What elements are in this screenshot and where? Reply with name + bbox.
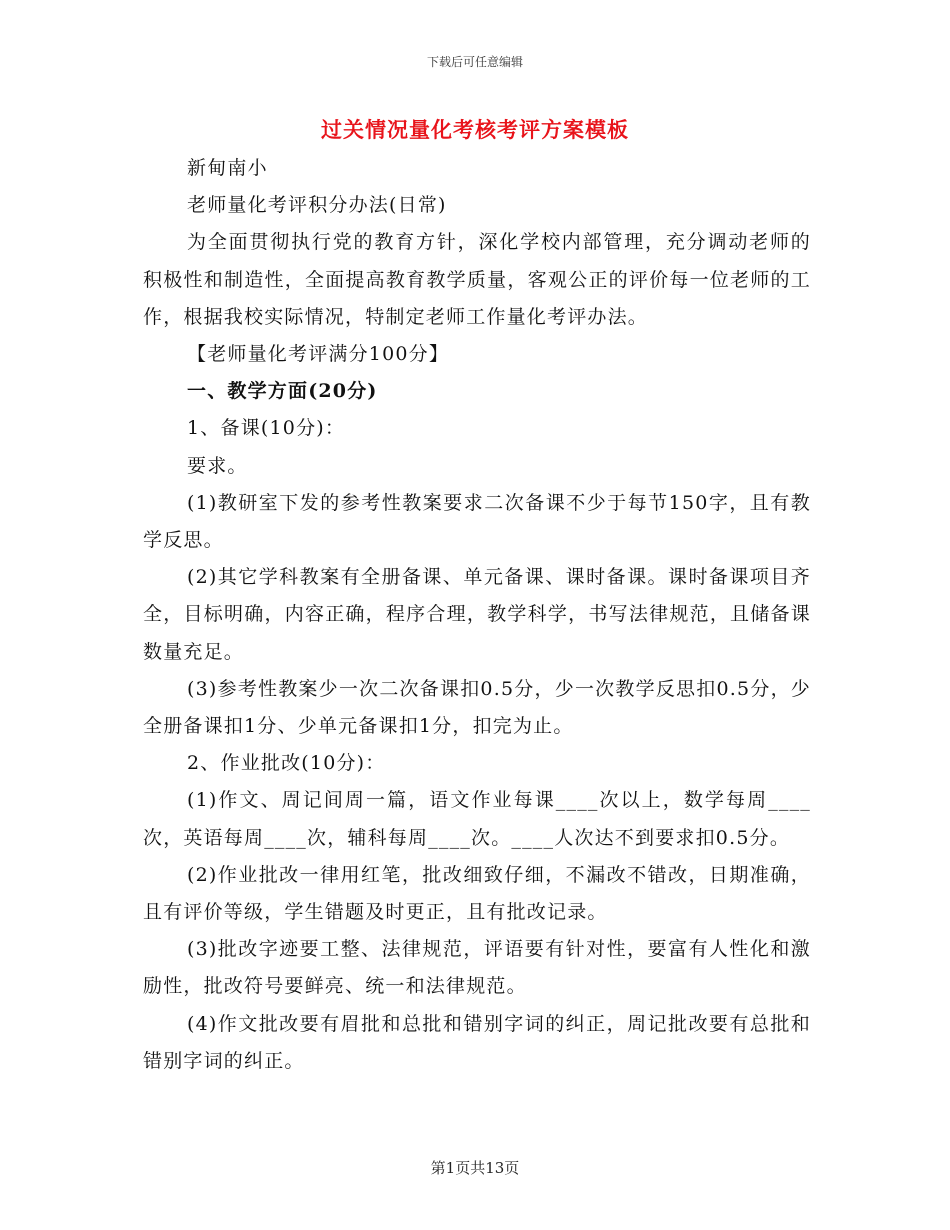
page-header: 下载后可任意编辑	[426, 55, 523, 69]
list-item: (3)批改字迹要工整、法律规范，评语要有针对性，要富有人性化和激励性，批改符号要鲜亮、统一和法律规范。	[143, 938, 811, 998]
subsection-heading: 2、作业批改(10分)：	[187, 752, 386, 775]
subtitle: 老师量化考评积分办法(日常)	[187, 194, 447, 217]
section-heading: 一、教学方面(20分)	[187, 380, 378, 403]
intro-paragraph: 为全面贯彻执行党的教育方针，深化学校内部管理，充分调动老师的积极性和制造性，全面提高教育教学质量，客观公正的评价每一位老师的工作，根据我校实际情况，特制定老师工作量化考评办法。	[143, 231, 811, 328]
requirements-label: 要求。	[187, 454, 248, 477]
page-footer: 第1页共13页	[430, 1159, 520, 1177]
document-title: 过关情况量化考核考评方案模板	[321, 117, 629, 142]
list-item: (3)参考性教案少一次二次备课扣0.5分，少一次教学反思扣0.5分，少全册备课扣1分、少单元备课扣1分，扣完为止。	[143, 677, 811, 738]
list-item: (2)其它学科教案有全册备课、单元备课、课时备课。课时备课项目齐全，目标明确，内容正确，程序合理，教学科学，书写法律规范，且储备课数量充足。	[143, 566, 811, 663]
list-item: (1)教研室下发的参考性教案要求二次备课不少于每节150字，且有教学反思。	[143, 491, 811, 552]
list-item: (2)作业批改一律用红笔，批改细致仔细，不漏改不错改，日期准确，且有评价等级，学生错题及时更正，且有批改记录。	[143, 863, 811, 924]
school-name: 新甸南小	[187, 157, 268, 179]
full-score-note: 【老师量化考评满分100分】	[187, 343, 450, 366]
subsection-heading: 1、备课(10分)：	[187, 417, 346, 440]
list-item: (4)作文批改要有眉批和总批和错别字词的纠正，周记批改要有总批和错别字词的纠正。	[143, 1012, 811, 1072]
document-body	[143, 150, 811, 1080]
list-item: (1)作文、周记间周一篇，语文作业每课____次以上，数学每周____次，英语每周____次，辅科每周____次。____人次达不到要求扣0.5分。	[143, 789, 811, 849]
